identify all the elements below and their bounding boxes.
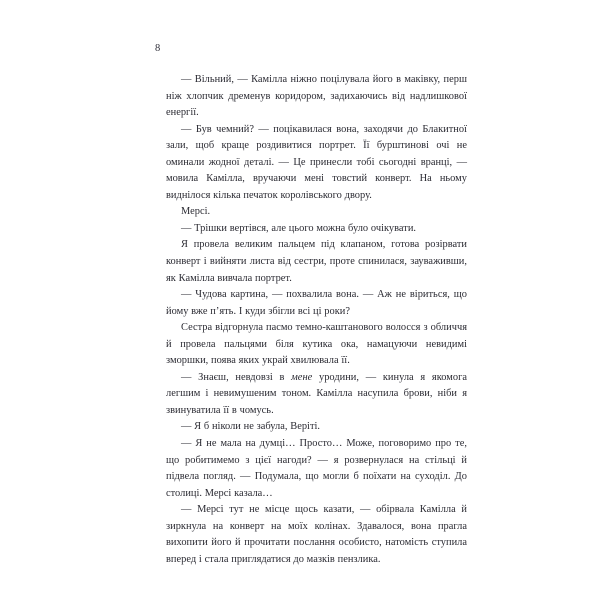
paragraph (166, 204, 467, 221)
text-run: — Був чемний? — поцікавилася вона, заходячи до Блакитної зали, щоб краще роздивитися портрет. Її бурштинові очі не оминали жодної деталі. — Це принесли тобі сьогодні вранці, — мовила Камілла, вручаючи мені товстий конверт. На ньому виднілося кілька печаток королівського двору. (166, 123, 467, 201)
text-run: — Трішки вертівся, але цього можна було очікувати. (181, 222, 417, 234)
paragraph (166, 122, 467, 205)
text-run: уродини, — кинула я якомога легшим і невимушеним тоном. Камілла насупила брови, ніби я звинуватила її в чомусь. (166, 371, 467, 416)
text-run: Мерсі. (181, 206, 211, 218)
paragraph (166, 72, 467, 122)
text-run: Сестра відгорнула пасмо темно-каштанового волосся з обличчя й провела пальцями біля кутика ока, намацуючи невидимі зморшки, поява яких украй хвилювала її. (166, 322, 467, 367)
text-run: — Вільний, — Камілла ніжно поцілувала його в маківку, перш ніж хлопчик дременув коридором, задихаючись від надлишкової енергії. (166, 74, 467, 119)
text-run: Я провела великим пальцем під клапаном, готова розірвати конверт і вийняти листа від сестри, проте спинилася, зауваживши, як Камілла вивчала портрет. (166, 239, 467, 284)
paragraph (166, 221, 467, 238)
text-run: — Я б ніколи не забула, Веріті. (181, 421, 321, 433)
paragraph (166, 237, 467, 287)
emphasis-run: мене (291, 371, 313, 383)
paragraph (166, 320, 467, 370)
text-run: — Мерсі тут не місце щось казати, — обірвала Камілла й зиркнула на конверт на моїх колінах. Здавалося, вона прагла вихопити його й прочитати послання особисто, натомість ступила вперед і стала приглядатися до мазків пензлика. (166, 504, 467, 565)
paragraph (166, 370, 467, 420)
paragraph (166, 419, 467, 436)
page-number: 8 (155, 43, 161, 54)
paragraph (166, 502, 467, 568)
paragraph (166, 436, 467, 502)
text-run: — Чудова картина, — похвалила вона. — Аж не віриться, що йому вже п’ять. І куди збігли всі ці роки? (166, 289, 467, 317)
text-run: — Знаєш, невдовзі в (181, 371, 292, 383)
page-text-block (166, 72, 467, 568)
paragraph (166, 287, 467, 320)
text-run: — Я не мала на думці… Просто… Може, поговоримо про те, що робитимемо з цієї нагоди? — я розвернулася на стільці й підвела погляд. — Подумала, що могли б поїхати на суходіл. До столиці. Мерсі казала… (166, 438, 467, 499)
